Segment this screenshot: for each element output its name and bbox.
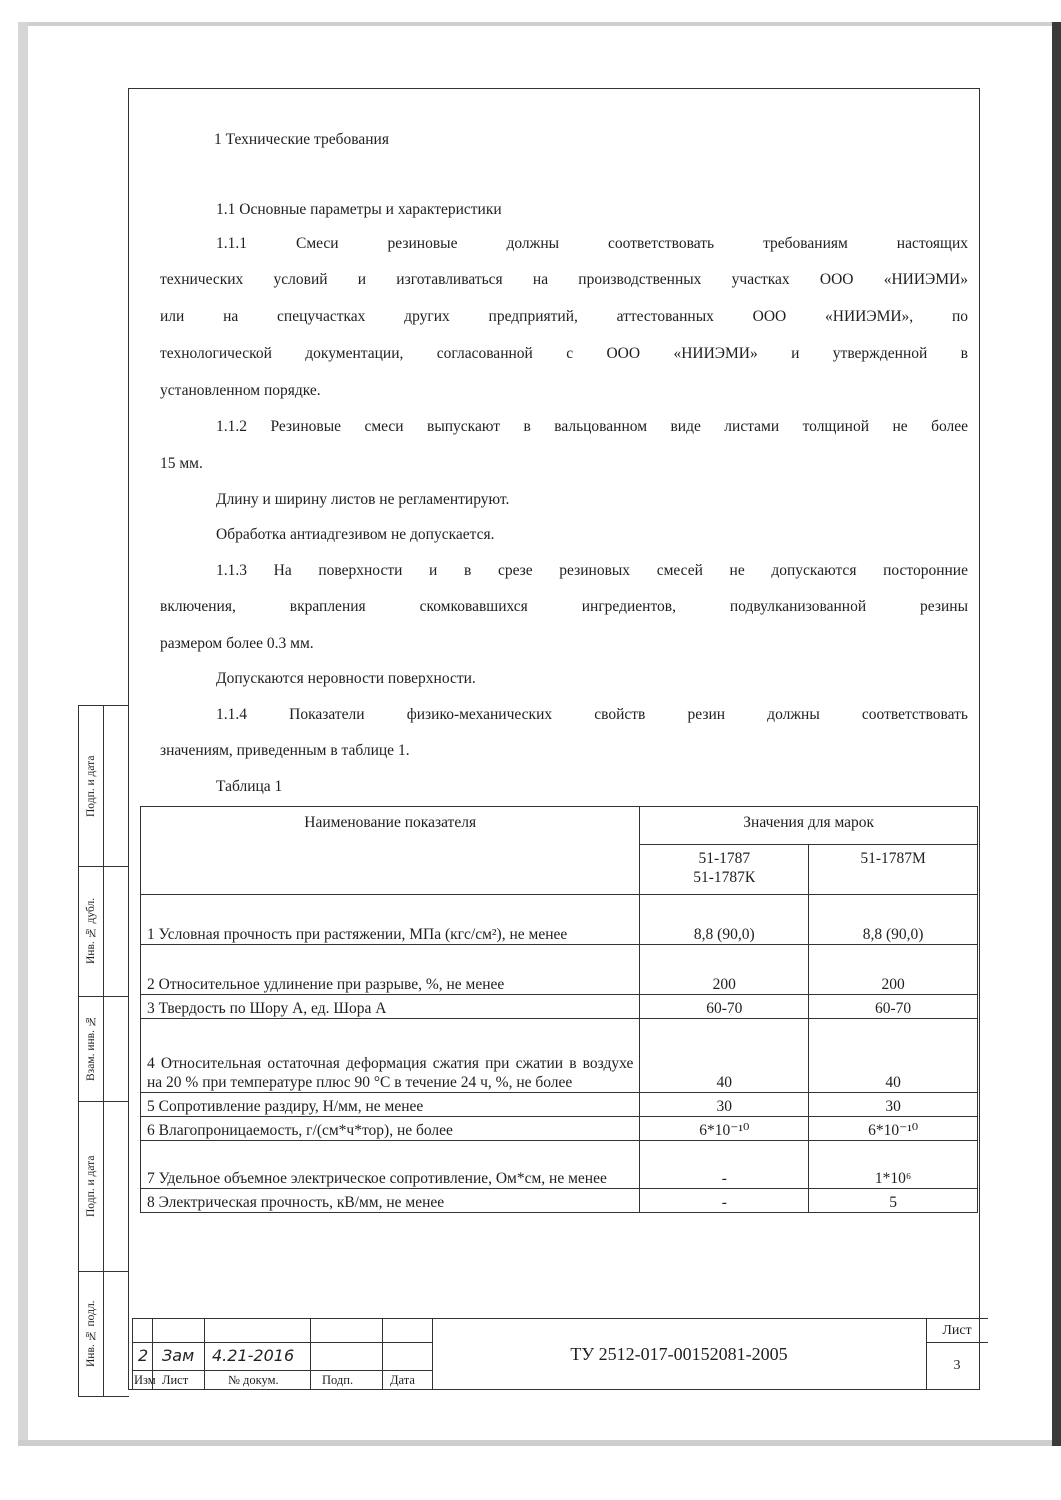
scan-edge-right [1052,22,1061,1446]
scan-edge-bottom [18,1440,1061,1446]
binding-strip [78,705,129,1397]
paragraph-6: Допускаются неровности поверхности. [216,670,476,687]
row-name: 5 Сопротивление раздиру, Н/мм, не менее [141,1093,640,1117]
tb-line [382,1318,383,1390]
row-name: 1 Условная прочность при растяжении, МПа (кгс/см²), не менее [141,895,640,945]
row-value-b: 60-70 [809,995,978,1019]
section-heading: 1 Технические требования [214,131,389,148]
tb-line [204,1318,205,1390]
strip-label-orig-inv: Инв. № подл. [85,1300,97,1367]
paragraph-1-line-3: или на спецучастках других предприятий, аттестованных ООО «НИИЭМИ», по [160,308,968,325]
handwritten-change-number: 2 [138,1346,149,1365]
table-row [141,1141,978,1189]
row-value-a: 200 [640,945,809,995]
header-indicator-name: Наименование показателя [141,807,640,895]
paragraph-5-last-line: размером более 0.3 мм. [160,635,314,652]
title-block [132,1318,988,1390]
paragraph-7-line-1: 1.1.4 Показатели физико-механических свойств резин должны соответствовать [216,706,968,723]
table-row [141,1019,978,1093]
sub-heading: 1.1 Основные параметры и характеристики [216,201,502,218]
handwritten-replace: Зам [162,1346,195,1365]
table-row [141,1189,978,1213]
row-value-b: 1*10⁶ [809,1141,978,1189]
row-value-b: 200 [809,945,978,995]
tb-line [310,1318,311,1390]
row-name: 8 Электрическая прочность, кВ/мм, не менее [141,1189,640,1213]
paragraph-2-last-line: 15 мм. [160,455,203,472]
strip-label-sign-date-1: Подп. и дата [85,755,97,817]
grade-a-name-2: 51-1787К [693,869,756,886]
paragraph-1-line-2: технических условий и изготавливаться на производственных участках ООО «НИИЭМИ» [160,271,968,288]
header-grade-a [640,845,809,895]
caption-signature: Подп. [322,1373,354,1387]
row-value-a: 40 [640,1019,809,1093]
caption-date: Дата [390,1373,415,1387]
row-name: 2 Относительное удлинение при разрыве, %, не менее [141,945,640,995]
row-value-a: - [640,1189,809,1213]
row-name: 7 Удельное объемное электрическое сопротивление, Ом*см, не менее [141,1141,640,1189]
paragraph-4: Обработка антиадгезивом не допускается. [216,526,495,543]
header-grade-b: 51-1787М [809,845,978,895]
sheet-number: 3 [953,1358,961,1373]
row-value-a: - [640,1141,809,1189]
paragraph-1-line-4: технологической документации, согласованной с ООО «НИИЭМИ» и утвержденной в [160,345,968,362]
paragraph-1-last-line: установленном порядке. [160,382,321,399]
row-value-b: 6*10⁻¹⁰ [809,1117,978,1141]
caption-izm: Изм [134,1373,156,1387]
strip-label-sign-date-2: Подп. и дата [85,1155,97,1217]
scan-edge-left [18,22,28,1446]
scan-edge-top [18,22,1061,26]
sheet-label: Лист [942,1323,972,1338]
tb-line [132,1318,988,1319]
tb-line [132,1370,432,1371]
table-row [141,995,978,1019]
row-name: 3 Твердость по Шору А, ед. Шора А [141,995,640,1019]
paragraph-2-line-1: 1.1.2 Резиновые смеси выпускают в вальцованном виде листами толщиной не более [216,418,968,435]
row-value-b: 30 [809,1093,978,1117]
paragraph-7-last-line: значениям, приведенным в таблице 1. [160,742,410,759]
tb-line [132,1318,133,1390]
table-row [141,945,978,995]
strip-label-dup-inv: Инв. № дубл. [85,897,97,965]
row-value-b: 8,8 (90,0) [809,895,978,945]
row-value-a: 8,8 (90,0) [640,895,809,945]
row-value-b: 5 [809,1189,978,1213]
handwritten-doc-number: 4.21-2016 [212,1346,295,1365]
properties-table [140,806,978,1213]
grade-a-name-1: 51-1787 [698,850,751,867]
document-designation: ТУ 2512-017-00152081-2005 [570,1344,788,1364]
strip-label-repl-inv: Взам. инв. № [85,1015,97,1082]
row-name: 4 Относительная остаточная деформация сжатия при сжатии в воздухе на 20 % при температуре плюс 90 °С в течение 24 ч, %, не более [141,1019,640,1093]
paragraph-5-line-1: 1.1.3 На поверхности и в срезе резиновых смесей не допускаются посторонние [216,562,968,579]
row-name: 6 Влагопроницаемость, г/(см*ч*тор), не более [141,1117,640,1141]
strip-divider [103,706,104,1396]
row-value-a: 60-70 [640,995,809,1019]
paragraph-5-line-2: включения, вкрапления скомковавшихся ингредиентов, подвулканизованной резины [160,598,968,615]
paragraph-1-line-1: 1.1.1 Смеси резиновые должны соответствовать требованиям настоящих [216,235,968,252]
row-value-b: 40 [809,1019,978,1093]
row-value-a: 6*10⁻¹⁰ [640,1117,809,1141]
paragraph-3: Длину и ширину листов не регламентируют. [216,491,510,508]
tb-line [132,1342,432,1343]
row-value-a: 30 [640,1093,809,1117]
table-row [141,1093,978,1117]
caption-doc-num: № докум. [228,1373,279,1387]
table-row [141,1117,978,1141]
header-values-for-grades: Значения для марок [640,807,978,845]
tb-line [926,1342,988,1343]
table-row [141,895,978,945]
table-caption: Таблица 1 [216,778,283,795]
caption-list: Лист [162,1373,189,1387]
